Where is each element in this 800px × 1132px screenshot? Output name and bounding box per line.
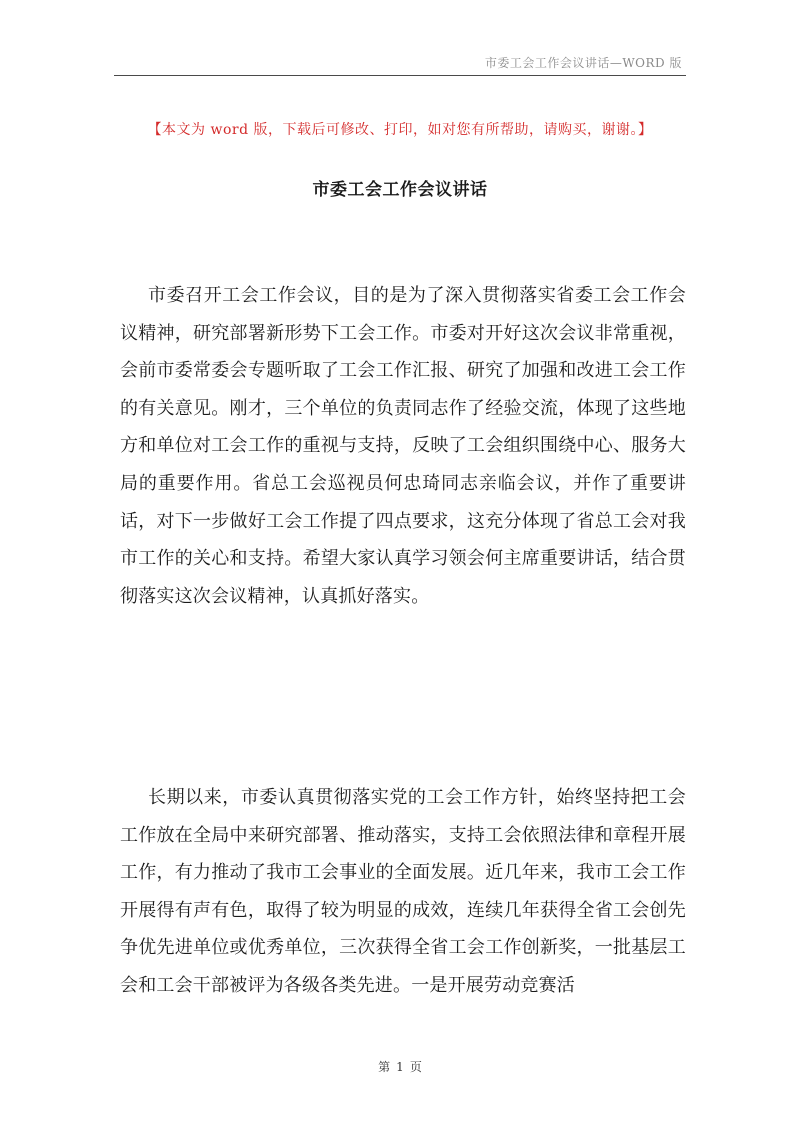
document-title: 市委工会工作会议讲话 <box>312 180 488 200</box>
running-header: 市委工会工作会议讲话—WORD 版 <box>484 56 682 70</box>
page-number: 1 <box>396 1060 404 1074</box>
body-paragraph-2: 长期以来，市委认真贯彻落实党的工会工作方针，始终坚持把工会工作放在全局中来研究部署、推动落实，支持工会依照法律和章程开展工作，有力推动了我市工会事业的全面发展。近几年来，我市工会工作开展得有声有色，取得了较为明显的成效，连续几年获得全省工会创先争优先进单位或优秀单位，三次获得全省工会工作创新奖，一批基层工会和工会干部被评为各级各类先进。一是开展劳动竞赛活 <box>120 787 686 996</box>
purchase-notice: 【本文为 word 版，下载后可修改、打印，如对您有所帮助，请购买，谢谢。】 <box>147 122 653 138</box>
page-suffix: 页 <box>409 1060 422 1074</box>
page-footer <box>0 1058 800 1075</box>
header-divider <box>114 75 686 76</box>
body-paragraph-1: 市委召开工会工作会议，目的是为了深入贯彻落实省委工会工作会议精神，研究部署新形势下工会工作。市委对开好这次会议非常重视，会前市委常委会专题听取了工会工作汇报、研究了加强和改进工会工作的有关意见。刚才，三个单位的负责同志作了经验交流，体现了这些地方和单位对工会工作的重视与支持，反映了工会组织围绕中心、服务大局的重要作用。省总工会巡视员何忠琦同志亲临会议，并作了重要讲话，对下一步做好工会工作提了四点要求，这充分体现了省总工会对我市工作的关心和支持。希望大家认真学习领会何主席重要讲话，结合贯彻落实这次会议精神，认真抓好落实。 <box>120 285 686 607</box>
page-prefix: 第 <box>378 1060 391 1074</box>
